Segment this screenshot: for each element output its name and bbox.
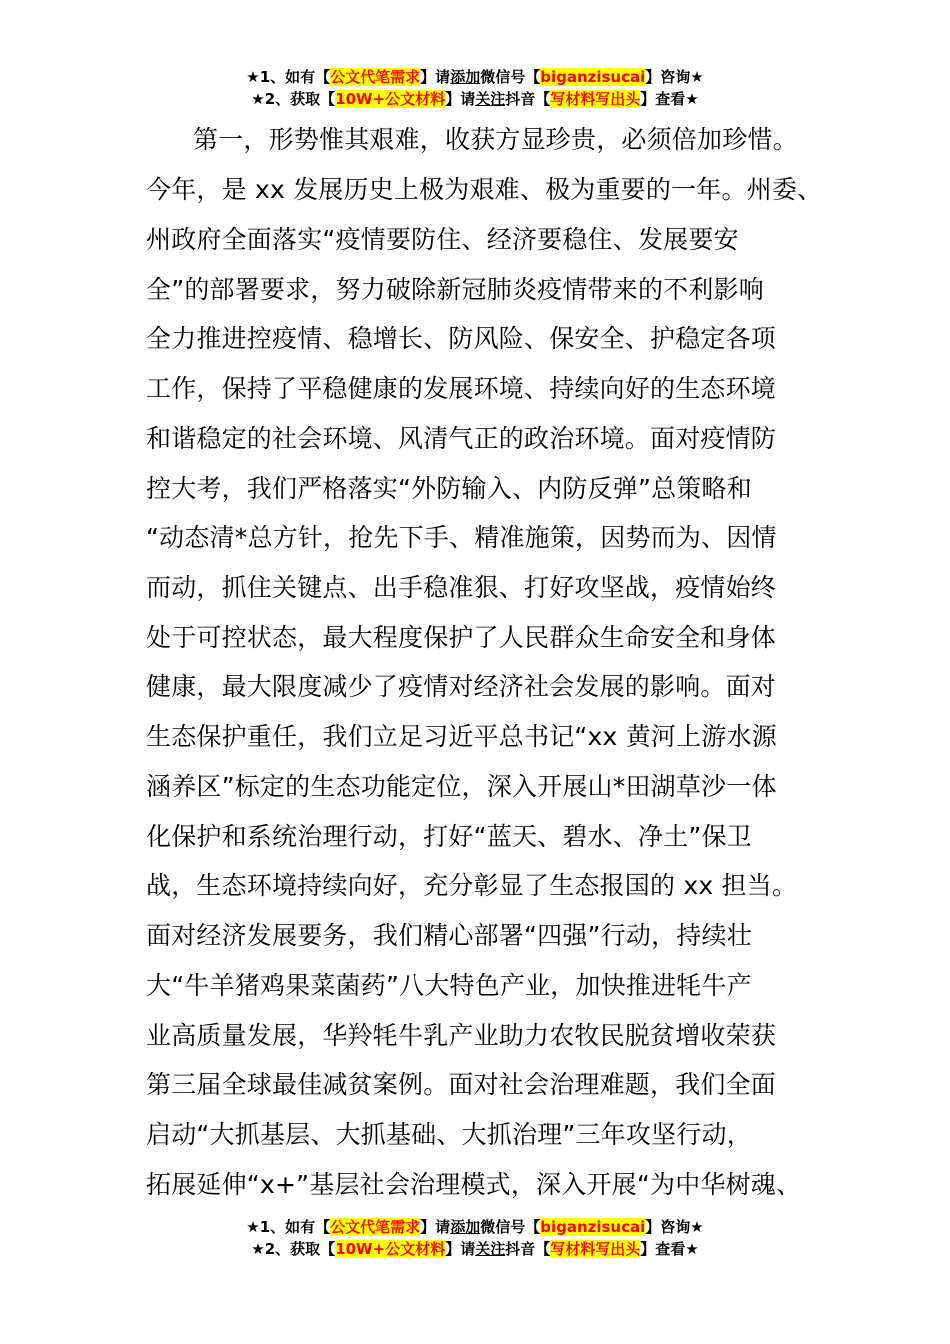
body-line: 化保护和系统治理行动，打好“蓝天、碧水、净土”保卫	[146, 822, 752, 851]
body-line: 启动“大抓基层、大抓基础、大抓治理”三年攻坚行动，	[146, 1120, 752, 1149]
highlight-wechat-id: biganzisucai	[540, 1218, 646, 1236]
body-line: 而动，抓住关键点、出手稳准狠、打好攻坚战，疫情始终	[146, 573, 777, 602]
highlight-ghostwriting: 公文代笔需求	[330, 1218, 421, 1236]
body-line: 生态保护重任，我们立足习近平总书记“xx 黄河上游水源	[146, 722, 777, 751]
banner-text: 抖音【	[505, 90, 551, 108]
body-line: 控大考，我们严格落实“外防输入、内防反弹”总策略和	[146, 474, 752, 503]
banner-underlined: 添加	[450, 1218, 481, 1236]
banner-text: ★1、如有【	[246, 68, 331, 86]
banner-text: ★2、获取【	[251, 90, 336, 108]
banner-underlined: 添加	[450, 68, 481, 86]
banner-text: 】请	[445, 90, 476, 108]
body-line: 全”的部署要求，努力破除新冠肺炎疫情带来的不利影响	[146, 275, 764, 304]
body-line: 州政府全面落实“疫情要防住、经济要稳住、发展要安	[146, 225, 739, 254]
highlight-douyin-account: 写材料写出头	[550, 1240, 641, 1258]
body-line: 处于可控状态，最大程度保护了人民群众生命安全和身体	[146, 623, 777, 652]
banner-text: 】查看★	[640, 90, 699, 108]
banner-text: 微信号【	[480, 68, 541, 86]
body-line: 业高质量发展，华羚牦牛乳产业助力农牧民脱贫增收荣获	[146, 1021, 777, 1050]
banner-text: 】咨询★	[645, 68, 704, 86]
banner-text: ★1、如有【	[246, 1218, 331, 1236]
highlight-ghostwriting: 公文代笔需求	[330, 68, 421, 86]
body-line: 工作，保持了平稳健康的发展环境、持续向好的生态环境	[146, 374, 777, 403]
footer-banner-line-2	[0, 1238, 950, 1260]
body-line: 全力推进控疫情、稳增长、防风险、保安全、护稳定各项	[146, 324, 777, 353]
body-line: 第一，形势惟其艰难，收获方显珍贵，必须倍加珍惜。	[193, 125, 798, 154]
banner-text: 】请	[420, 68, 451, 86]
body-line: 面对经济发展要务，我们精心部署“四强”行动，持续壮	[146, 921, 752, 950]
body-line: 和谐稳定的社会环境、风清气正的政治环境。面对疫情防	[146, 424, 777, 453]
header-banner	[0, 66, 950, 110]
body-line: 拓展延伸“x+”基层社会治理模式，深入开展“为中华树魂、	[146, 1170, 802, 1199]
footer-banner	[0, 1216, 950, 1260]
highlight-materials: 10W+公文材料	[335, 90, 446, 108]
banner-text: 】查看★	[640, 1240, 699, 1258]
banner-text: 】咨询★	[645, 1218, 704, 1236]
header-banner-line-1	[0, 66, 950, 88]
banner-text: 】请	[445, 1240, 476, 1258]
body-line: 健康，最大限度减少了疫情对经济社会发展的影响。面对	[146, 672, 777, 701]
banner-text: 抖音【	[505, 1240, 551, 1258]
body-line: 战，生态环境持续向好，充分彰显了生态报国的 xx 担当。	[146, 871, 798, 900]
highlight-materials: 10W+公文材料	[335, 1240, 446, 1258]
footer-banner-line-1	[0, 1216, 950, 1238]
highlight-douyin-account: 写材料写出头	[550, 90, 641, 108]
banner-text: 】请	[420, 1218, 451, 1236]
header-banner-line-2	[0, 88, 950, 110]
body-line: 大“牛羊猪鸡果菜菌药”八大特色产业，加快推进牦牛产	[146, 971, 752, 1000]
body-line: 第三届全球最佳减贫案例。面对社会治理难题，我们全面	[146, 1070, 777, 1099]
body-line: 涵养区”标定的生态功能定位，深入开展山*田湖草沙一体	[146, 772, 777, 801]
banner-underlined: 关注	[475, 1240, 506, 1258]
banner-underlined: 关注	[475, 90, 506, 108]
banner-text: 微信号【	[480, 1218, 541, 1236]
highlight-wechat-id: biganzisucai	[540, 68, 646, 86]
body-line: “动态清*总方针，抢先下手、精准施策，因势而为、因情	[146, 523, 777, 552]
banner-text: ★2、获取【	[251, 1240, 336, 1258]
body-line: 今年，是 xx 发展历史上极为艰难、极为重要的一年。州委、	[146, 175, 823, 204]
